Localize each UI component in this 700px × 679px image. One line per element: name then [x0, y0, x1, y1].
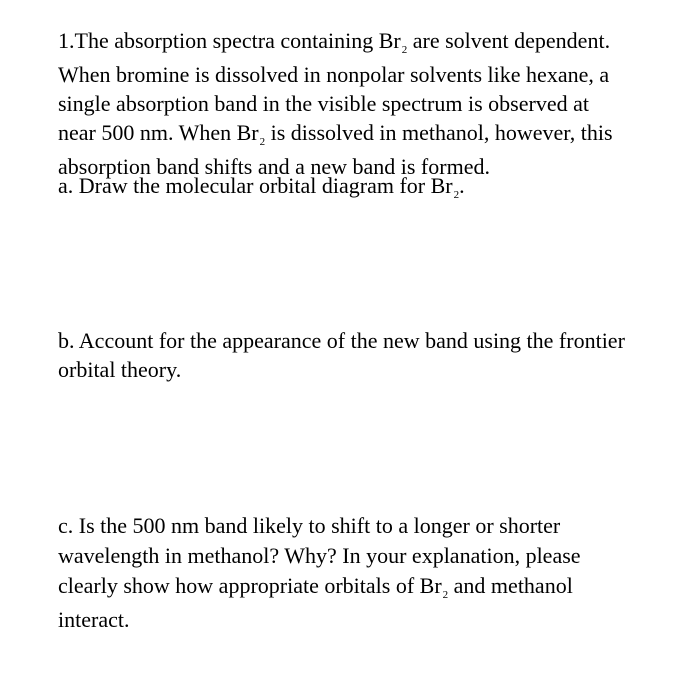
part-b-line-2: orbital theory. [58, 357, 182, 382]
br2-subscript: 2 [442, 589, 449, 601]
part-c-line-3 [58, 571, 581, 605]
part-a-text-a: a. Draw the molecular orbital diagram for Br [58, 173, 453, 198]
question-intro [58, 26, 613, 181]
part-a-line [58, 171, 465, 205]
part-b-line-1: b. Account for the appearance of the new band using the frontier [58, 328, 625, 353]
intro-line-2: When bromine is dissolved in nonpolar solvents like hexane, a [58, 62, 610, 87]
intro-line-1-text-a: 1.The absorption spectra containing Br [58, 28, 401, 53]
intro-line-5: absorption band shifts and a new band is formed. [58, 154, 490, 179]
br2-subscript: 2 [259, 136, 266, 148]
intro-line-3: single absorption band in the visible spectrum is observed at [58, 91, 589, 116]
question-part-a [58, 171, 465, 205]
part-c-line-2: wavelength in methanol? Why? In your explanation, please [58, 543, 581, 568]
part-c-line-4: interact. [58, 607, 130, 632]
br2-subscript: 2 [401, 44, 408, 56]
question-part-c [58, 511, 581, 635]
part-c-line-3-text-b: and methanol [448, 573, 573, 598]
intro-line-4-text-a: near 500 nm. When Br [58, 120, 259, 145]
part-c-line-3-text-a: clearly show how appropriate orbitals of Br [58, 573, 442, 598]
question-part-b [58, 326, 625, 384]
part-c-line-1: c. Is the 500 nm band likely to shift to a longer or shorter [58, 513, 561, 538]
intro-line-1 [58, 26, 613, 60]
br2-subscript: 2 [453, 189, 460, 201]
part-a-text-b: . [459, 173, 465, 198]
intro-line-4 [58, 118, 613, 152]
intro-line-1-text-b: are solvent dependent. [407, 28, 611, 53]
intro-line-4-text-b: is dissolved in methanol, however, this [265, 120, 613, 145]
